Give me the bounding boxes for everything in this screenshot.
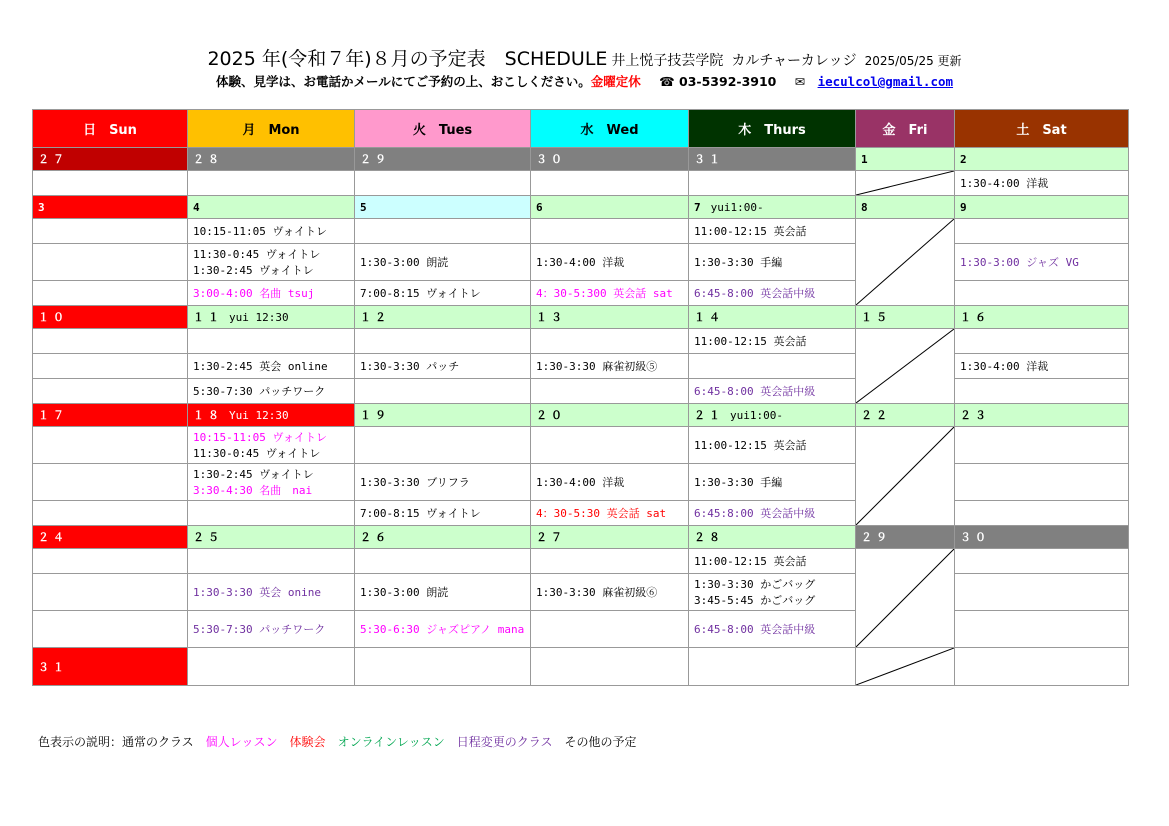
entry-row (33, 501, 1129, 526)
entry-cell (33, 611, 188, 648)
weekday-wed: 水 Wed (531, 110, 689, 148)
entry-row (33, 611, 1129, 648)
empty-cell (355, 648, 531, 686)
closed-day-cell (856, 329, 955, 404)
entry-row (33, 427, 1129, 464)
date-cell: ２６ (355, 526, 531, 549)
entry-cell (33, 219, 188, 244)
entry-cell (33, 244, 188, 281)
entry-cell: 1:30-4:00 洋裁 (531, 464, 689, 501)
entry-cell (531, 427, 689, 464)
entry-cell: 7:00-8:15 ヴォイトレ (355, 501, 531, 526)
entry-cell (33, 549, 188, 574)
entry-cell (355, 549, 531, 574)
date-cell: １６ (955, 306, 1129, 329)
closed-day-cell (856, 549, 955, 648)
entry-cell (955, 329, 1129, 354)
entry-cell: 11:00-12:15 英会話 (689, 329, 856, 354)
entry-cell: 11:00-12:15 英会話 (689, 219, 856, 244)
entry-cell (689, 171, 856, 196)
entry-cell: 1:30-2:45 英会 online (188, 354, 355, 379)
entry-cell (33, 379, 188, 404)
entry-cell (689, 574, 856, 611)
date-cell: 2 (955, 148, 1129, 171)
entry-cell (955, 427, 1129, 464)
date-cell: １２ (355, 306, 531, 329)
notice-text: 体験、見学は、お電話かメールにてご予約の上、おこしください。 (215, 74, 591, 89)
closed-slash-icon (856, 219, 954, 305)
entry-cell: 6:45-8:00 英会話中級 (689, 611, 856, 648)
date-row (33, 306, 1129, 329)
date-cell: １８ Yui 12:30 (188, 404, 355, 427)
date-cell: 6 (531, 196, 689, 219)
entry-row (33, 329, 1129, 354)
entry-cell (188, 329, 355, 354)
entry-cell: 5:30-6:30 ジャズピアノ mana (355, 611, 531, 648)
entry-cell: 1:30-3:30 麻雀初級⑥ (531, 574, 689, 611)
legend-individual: 個人レッスン (205, 735, 278, 749)
date-cell: １９ (355, 404, 531, 427)
entry-cell: 1:30-3:30 ブリフラ (355, 464, 531, 501)
entry-cell (955, 549, 1129, 574)
date-cell: ２５ (188, 526, 355, 549)
notice-line (0, 72, 1169, 90)
date-cell: ２１ yui1:00- (689, 404, 856, 427)
weekday-thu: 木 Thurs (689, 110, 856, 148)
entry-cell (531, 329, 689, 354)
entry-cell (188, 427, 355, 464)
weekday-sat: 土 Sat (955, 110, 1129, 148)
entry-cell: 1:30-3:30 英会 onine (188, 574, 355, 611)
closed-slash-icon (856, 549, 954, 647)
date-cell: ２０ (531, 404, 689, 427)
schedule-title: 2025 年(令和７年)８月の予定表 SCHEDULE (207, 48, 608, 70)
legend-other: その他の予定 (564, 735, 637, 749)
date-row (33, 196, 1129, 219)
entry-cell: 5:30-7:30 パッチワーク (188, 611, 355, 648)
entry-line: 1:30-2:45 ヴォイトレ (193, 468, 314, 481)
entry-row (33, 244, 1129, 281)
entry-cell (955, 464, 1129, 501)
weekday-header-row (33, 110, 1129, 148)
entry-cell (955, 611, 1129, 648)
date-cell: 5 (355, 196, 531, 219)
entry-cell (188, 464, 355, 501)
date-cell: ２８ (689, 526, 856, 549)
empty-cell (188, 648, 355, 686)
entry-cell (531, 171, 689, 196)
date-cell: 3 (33, 196, 188, 219)
date-cell: ２９ (355, 148, 531, 171)
entry-line: 1:30-3:30 かごバッグ 3:45-5:45 かごバッグ (694, 578, 816, 607)
entry-row (33, 464, 1129, 501)
entry-cell (355, 171, 531, 196)
entry-cell (33, 281, 188, 306)
entry-cell (33, 501, 188, 526)
page-title (0, 44, 1169, 71)
entry-cell (188, 244, 355, 281)
entry-line: 10:15-11:05 ヴォイトレ (193, 431, 328, 444)
entry-row (33, 219, 1129, 244)
weekday-tue: 火 Tues (355, 110, 531, 148)
date-cell: ３０ (531, 148, 689, 171)
date-cell: ２９ (856, 526, 955, 549)
entry-cell (33, 329, 188, 354)
phone-icon: ☎ (659, 74, 675, 89)
date-cell: 8 (856, 196, 955, 219)
phone-number: 03-5392-3910 (679, 74, 777, 89)
entry-cell (33, 171, 188, 196)
entry-cell: 1:30-3:30 麻雀初級⑤ (531, 354, 689, 379)
entry-row (33, 354, 1129, 379)
date-cell: ２８ (188, 148, 355, 171)
date-cell: ２２ (856, 404, 955, 427)
closed-slash-icon (856, 171, 954, 195)
school-name: 井上悦子技芸学院 (611, 53, 724, 69)
entry-cell: 1:30-3:00 ジャズ VG (955, 244, 1129, 281)
entry-cell: 1:30-3:00 朗読 (355, 574, 531, 611)
weekday-mon: 月 Mon (188, 110, 355, 148)
empty-cell (531, 648, 689, 686)
date-cell: １５ (856, 306, 955, 329)
entry-cell (355, 219, 531, 244)
date-cell: ２３ (955, 404, 1129, 427)
entry-cell (955, 574, 1129, 611)
entry-cell: 10:15-11:05 ヴォイトレ (188, 219, 355, 244)
entry-row (33, 574, 1129, 611)
date-cell: １３ (531, 306, 689, 329)
entry-line: 3:30-4:30 名曲 nai (193, 484, 313, 497)
entry-line: 11:30-0:45 ヴォイトレ 1:30-2:45 ヴォイトレ (193, 248, 321, 277)
entry-cell: 1:30-3:00 朗読 (355, 244, 531, 281)
entry-cell: 4：30-5:30 英会話 sat (531, 501, 689, 526)
entry-row (33, 379, 1129, 404)
entry-cell: 3:00-4:00 名曲 tsuj (188, 281, 355, 306)
date-cell: １７ (33, 404, 188, 427)
entry-cell: 5:30-7:30 パッチワーク (188, 379, 355, 404)
legend-intro: 色表示の説明：通常のクラス (38, 735, 194, 749)
closed-day-cell (856, 171, 955, 196)
date-cell: ２４ (33, 526, 188, 549)
date-row (33, 404, 1129, 427)
entry-cell (531, 219, 689, 244)
weekday-fri: 金 Fri (856, 110, 955, 148)
updated-date: 2025/05/25 更新 (864, 54, 962, 68)
entry-cell: 6:45-8:00 英会話中級 (689, 281, 856, 306)
entry-cell: 1:30-3:30 手編 (689, 244, 856, 281)
entry-cell: 4：30-5:300 英会話 sat (531, 281, 689, 306)
empty-cell (689, 648, 856, 686)
date-row (33, 526, 1129, 549)
department-name: カルチャーカレッジ (731, 53, 857, 69)
legend-rescheduled: 日程変更のクラス (456, 735, 553, 749)
entry-row (33, 171, 1129, 196)
weekday-sun: 日 Sun (33, 110, 188, 148)
empty-cell (955, 648, 1129, 686)
entry-cell (955, 281, 1129, 306)
date-cell: ３１ (33, 648, 188, 686)
entry-cell (355, 329, 531, 354)
entry-cell: 1:30-4:00 洋裁 (531, 244, 689, 281)
entry-cell: 1:30-3:30 手編 (689, 464, 856, 501)
entry-cell (689, 354, 856, 379)
date-cell: ３０ (955, 526, 1129, 549)
date-cell: ２７ (33, 148, 188, 171)
entry-cell (355, 427, 531, 464)
legend-online: オンラインレッスン (337, 735, 445, 749)
date-cell: ２７ (531, 526, 689, 549)
date-cell: 9 (955, 196, 1129, 219)
entry-cell (33, 464, 188, 501)
entry-line: 11:30-0:45 ヴォイトレ (193, 447, 321, 460)
closed-day-cell (856, 219, 955, 306)
entry-cell: 1:30-4:00 洋裁 (955, 354, 1129, 379)
date-cell: 7 yui1:00- (689, 196, 856, 219)
date-cell: １４ (689, 306, 856, 329)
entry-cell (531, 379, 689, 404)
email-link[interactable]: ieculcol@gmail.com (817, 74, 954, 89)
closed-slash-icon (856, 329, 954, 403)
entry-cell (955, 219, 1129, 244)
entry-row (33, 549, 1129, 574)
legend-trial: 体験会 (289, 735, 326, 749)
entry-cell (33, 574, 188, 611)
entry-cell (355, 379, 531, 404)
date-cell: 4 (188, 196, 355, 219)
entry-cell (531, 611, 689, 648)
date-cell: 1 (856, 148, 955, 171)
entry-cell (188, 501, 355, 526)
entry-cell (33, 354, 188, 379)
closed-slash-icon (856, 427, 954, 525)
entry-row (33, 281, 1129, 306)
closed-slash-icon (856, 648, 954, 685)
date-row (33, 648, 1129, 686)
entry-cell: 11:00-12:15 英会話 (689, 427, 856, 464)
entry-cell (955, 501, 1129, 526)
mail-icon: ✉ (794, 74, 806, 89)
date-row (33, 148, 1129, 171)
entry-cell: 11:00-12:15 英会話 (689, 549, 856, 574)
color-legend (38, 733, 648, 750)
entry-cell (531, 549, 689, 574)
entry-cell: 1:30-4:00 洋裁 (955, 171, 1129, 196)
entry-cell (33, 427, 188, 464)
entry-cell (188, 549, 355, 574)
entry-cell: 7:00-8:15 ヴォイトレ (355, 281, 531, 306)
date-cell: １１ yui 12:30 (188, 306, 355, 329)
entry-cell: 6:45-8:00 英会話中級 (689, 379, 856, 404)
closed-day-cell (856, 648, 955, 686)
closed-day: 金曜定休 (590, 74, 641, 89)
entry-cell (955, 379, 1129, 404)
date-cell: ３１ (689, 148, 856, 171)
entry-cell: 6:45:8:00 英会話中級 (689, 501, 856, 526)
entry-cell (188, 171, 355, 196)
schedule-table (32, 109, 1129, 686)
closed-day-cell (856, 427, 955, 526)
entry-cell: 1:30-3:30 パッチ (355, 354, 531, 379)
date-cell: １０ (33, 306, 188, 329)
